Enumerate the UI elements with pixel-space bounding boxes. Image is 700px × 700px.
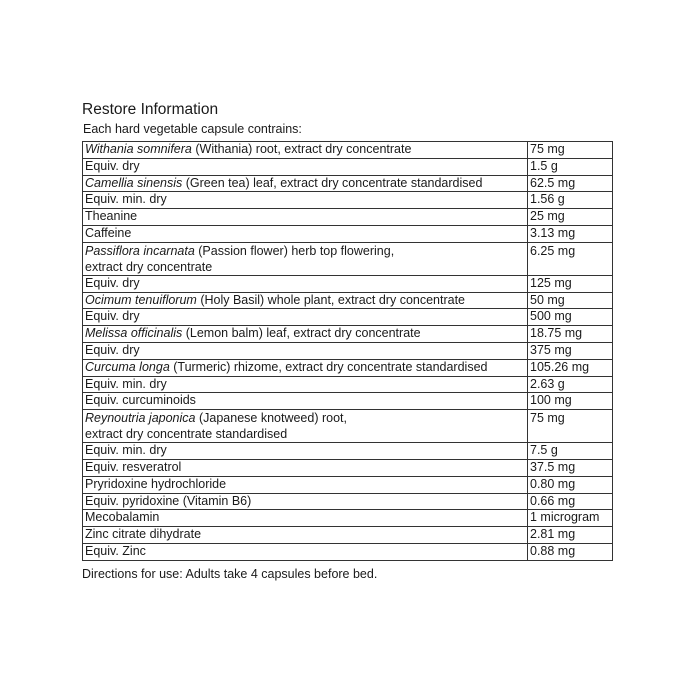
ingredient-name-cell: [83, 175, 528, 192]
ingredient-name-cell: [83, 158, 528, 175]
directions-for-use: Directions for use: Adults take 4 capsules before bed.: [82, 566, 378, 581]
ingredient-amount-cell: 37.5 mg: [528, 459, 613, 476]
ingredient-name-cell: [83, 493, 528, 510]
ingredient-description: Pryridoxine hydrochloride: [85, 476, 227, 491]
ingredient-name-cell: [83, 443, 528, 460]
table-row: [83, 527, 613, 544]
ingredient-amount-cell: 6.25 mg: [528, 242, 613, 275]
ingredient-name-cell: [83, 142, 528, 159]
ingredient-description: Equiv. dry: [85, 309, 140, 324]
ingredient-amount-cell: 125 mg: [528, 275, 613, 292]
ingredient-description: Theanine: [85, 209, 138, 224]
ingredient-description-continued: extract dry concentrate: [85, 259, 213, 274]
ingredient-amount-cell: 25 mg: [528, 209, 613, 226]
ingredient-description: Zinc citrate dihydrate: [85, 527, 202, 542]
ingredient-amount-cell: 1 microgram: [528, 510, 613, 527]
ingredient-description: Equiv. min. dry: [85, 443, 167, 458]
ingredients-table-body: [83, 142, 613, 561]
table-row: [83, 510, 613, 527]
ingredient-name-cell: [83, 393, 528, 410]
table-row: [83, 326, 613, 343]
ingredient-amount-cell: 500 mg: [528, 309, 613, 326]
ingredient-amount-cell: 18.75 mg: [528, 326, 613, 343]
ingredient-name-cell: [83, 510, 528, 527]
product-information-document: [82, 101, 622, 582]
ingredient-description: (Passion flower) herb top flowering,: [194, 243, 395, 258]
table-row: [83, 342, 613, 359]
table-row: [83, 142, 613, 159]
ingredient-amount-cell: 105.26 mg: [528, 359, 613, 376]
table-row: [83, 459, 613, 476]
table-row: [83, 275, 613, 292]
ingredient-description-continued: extract dry concentrate standardised: [85, 427, 288, 442]
ingredient-name-cell: [83, 543, 528, 560]
table-row: [83, 476, 613, 493]
ingredient-description: Mecobalamin: [85, 510, 160, 525]
botanical-name: Camellia sinensis: [85, 175, 183, 190]
ingredient-description: Equiv. pyridoxine (Vitamin B6): [85, 493, 252, 508]
page-title: Restore Information: [82, 101, 219, 118]
table-row: [83, 376, 613, 393]
table-row: [83, 443, 613, 460]
table-row: [83, 359, 613, 376]
ingredient-description: Equiv. min. dry: [85, 376, 167, 391]
ingredient-description: Caffeine: [85, 225, 132, 240]
botanical-name: Ocimum tenuiflorum: [85, 292, 197, 307]
ingredient-amount-cell: 0.88 mg: [528, 543, 613, 560]
ingredient-description: Equiv. dry: [85, 342, 140, 357]
ingredient-name-cell: [83, 342, 528, 359]
table-row: [83, 225, 613, 242]
ingredient-description: (Withania) root, extract dry concentrate: [191, 142, 412, 156]
ingredient-name-cell: [83, 275, 528, 292]
table-row: [83, 543, 613, 560]
table-row: [83, 393, 613, 410]
botanical-name: Curcuma longa: [85, 359, 170, 374]
ingredient-description: (Japanese knotweed) root,: [195, 411, 347, 426]
botanical-name: Melissa officinalis: [85, 326, 183, 341]
ingredient-name-cell: [83, 209, 528, 226]
ingredient-description: Equiv. dry: [85, 158, 140, 173]
ingredient-amount-cell: 375 mg: [528, 342, 613, 359]
ingredient-name-cell: [83, 326, 528, 343]
ingredient-name-cell: [83, 376, 528, 393]
ingredient-name-cell: [83, 527, 528, 544]
table-row: [83, 192, 613, 209]
ingredient-name-cell: [83, 225, 528, 242]
ingredient-name-cell: [83, 410, 528, 443]
ingredient-description: (Turmeric) rhizome, extract dry concentrate standardised: [169, 359, 488, 374]
ingredient-name-cell: [83, 292, 528, 309]
table-row: [83, 158, 613, 175]
botanical-name: Withania somnifera: [85, 142, 192, 156]
capsule-contents-intro: Each hard vegetable capsule contrains:: [83, 122, 302, 136]
ingredient-amount-cell: 50 mg: [528, 292, 613, 309]
ingredient-description: Equiv. resveratrol: [85, 459, 182, 474]
ingredient-amount-cell: 62.5 mg: [528, 175, 613, 192]
ingredients-table: [82, 141, 613, 561]
ingredient-amount-cell: 0.66 mg: [528, 493, 613, 510]
ingredient-amount-cell: 2.81 mg: [528, 527, 613, 544]
ingredient-description: (Holy Basil) whole plant, extract dry concentrate: [196, 292, 466, 307]
table-row: [83, 493, 613, 510]
ingredient-amount-cell: 3.13 mg: [528, 225, 613, 242]
table-row: [83, 410, 613, 443]
ingredient-description: Equiv. curcuminoids: [85, 393, 196, 408]
table-row: [83, 209, 613, 226]
ingredient-name-cell: [83, 476, 528, 493]
table-row: [83, 309, 613, 326]
table-row: [83, 292, 613, 309]
ingredient-name-cell: [83, 242, 528, 275]
ingredient-amount-cell: 7.5 g: [528, 443, 613, 460]
table-row: [83, 242, 613, 275]
ingredient-name-cell: [83, 192, 528, 209]
ingredient-amount-cell: 75 mg: [528, 142, 613, 159]
ingredient-name-cell: [83, 459, 528, 476]
ingredient-description: (Green tea) leaf, extract dry concentrate standardised: [182, 175, 483, 190]
ingredient-description: Equiv. min. dry: [85, 192, 167, 207]
ingredient-name-cell: [83, 359, 528, 376]
ingredient-description: Equiv. Zinc: [85, 543, 146, 558]
ingredient-name-cell: [83, 309, 528, 326]
table-row: [83, 175, 613, 192]
ingredient-amount-cell: 1.5 g: [528, 158, 613, 175]
ingredient-amount-cell: 2.63 g: [528, 376, 613, 393]
ingredient-amount-cell: 100 mg: [528, 393, 613, 410]
botanical-name: Reynoutria japonica: [85, 411, 196, 426]
ingredient-amount-cell: 0.80 mg: [528, 476, 613, 493]
ingredient-amount-cell: 75 mg: [528, 410, 613, 443]
ingredient-description: (Lemon balm) leaf, extract dry concentrate: [182, 326, 421, 341]
botanical-name: Passiflora incarnata: [85, 243, 195, 258]
ingredient-amount-cell: 1.56 g: [528, 192, 613, 209]
ingredient-description: Equiv. dry: [85, 275, 140, 290]
